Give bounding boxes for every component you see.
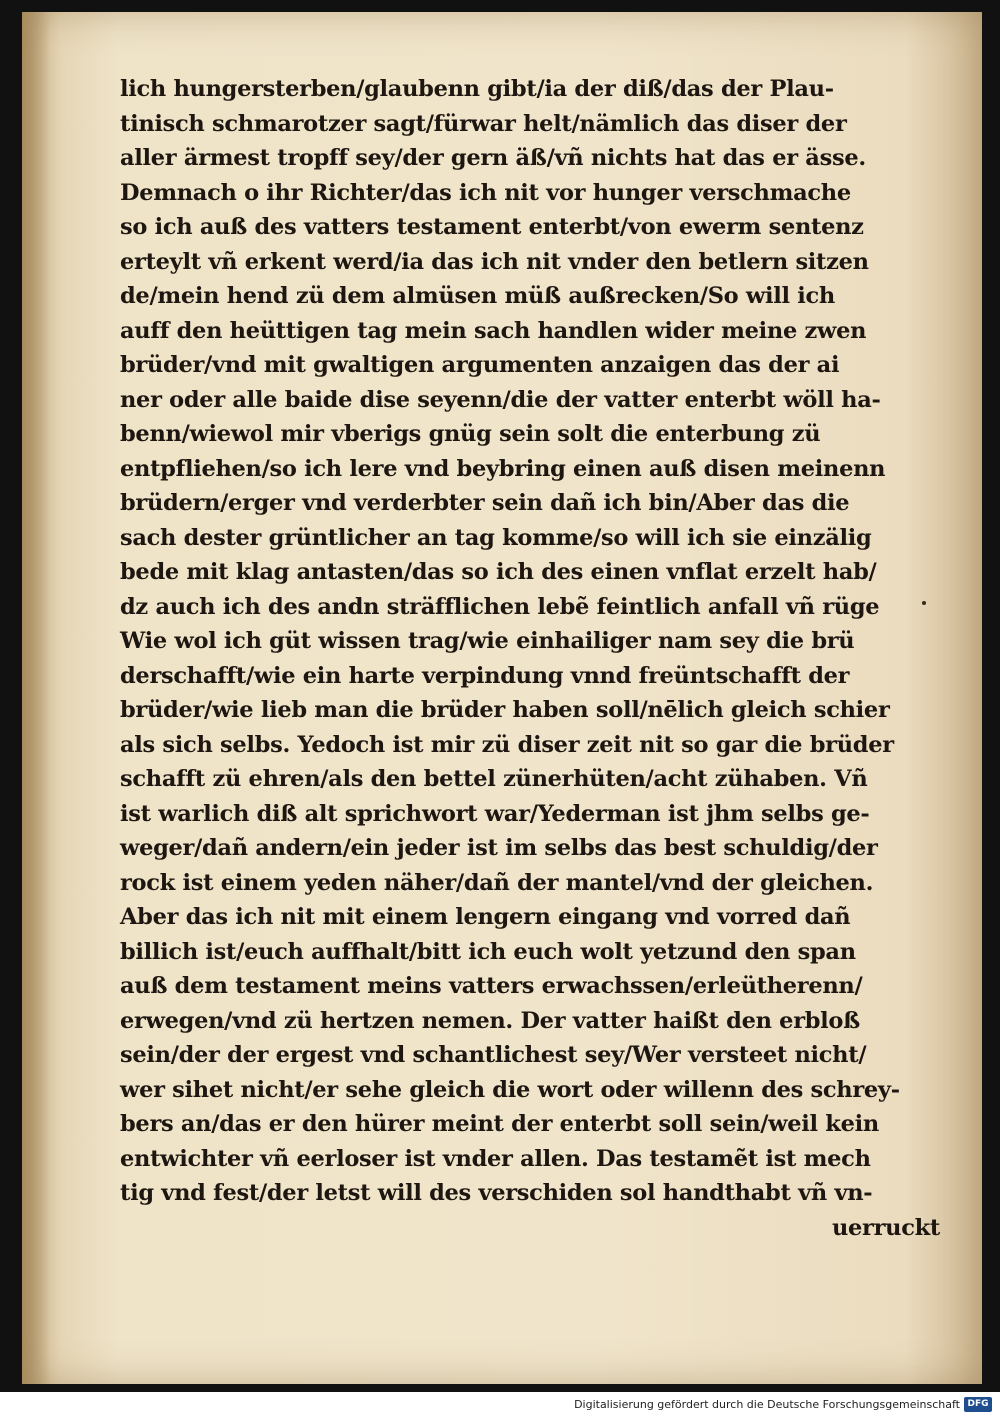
text-line: brüder/vnd mit gwaltigen argumenten anzaigen das der ai (120, 352, 840, 378)
text-line: ner oder alle baide dise seyenn/die der vatter enterbt wöll ha- (120, 386, 881, 413)
text-line: erteylt vñ erkent werd/ia das ich nit vnder den betlern sitzen (120, 248, 869, 275)
text-line: Wie wol ich güt wissen trag/wie einhailiger nam sey die brü (120, 628, 855, 654)
text-line: entwichter vñ eerloser ist vnder allen. Das testamẽt ist mech (120, 1145, 871, 1172)
text-line: weger/dañ andern/ein jeder ist im selbs das best schuldig/der (120, 835, 878, 861)
page-text-block (120, 72, 940, 1245)
text-line: auff den heüttigen tag mein sach handlen wider meine zwen (120, 317, 867, 344)
text-line: bers an/das er den hürer meint der enterbt soll sein/weil kein (120, 1111, 879, 1137)
text-line: billich ist/euch auffhalt/bitt ich euch wolt yetzund den span (120, 938, 856, 965)
text-line: als sich selbs. Yedoch ist mir zü diser zeit nit so gar die brüder (120, 731, 894, 758)
text-line: sein/der der ergest vnd schantlichest sey/Wer versteet nicht/ (120, 1042, 867, 1068)
text-line: aller ärmest tropff sey/der gern äß/vñ nichts hat das er ässe. (120, 145, 866, 171)
page-gutter-shadow (22, 12, 50, 1384)
text-line: tinisch schmarotzer sagt/fürwar helt/nämlich das diser der (120, 110, 847, 137)
text-line: entpfliehen/so ich lere vnd beybring einen auß disen meinenn (120, 455, 886, 482)
text-line: lich hungersterben/glaubenn gibt/ia der diß/das der Plau- (120, 76, 834, 102)
catchword: uerruckt (831, 1214, 940, 1241)
text-line: dz auch ich des andn sträfflichen lebẽ feintlich anfall vñ rüge (120, 593, 880, 620)
text-line: auß dem testament meins vatters erwachssen/erleütherenn/ (120, 973, 863, 999)
text-line: ist warlich diß alt sprichwort war/Yederman ist jhm selbs ge- (120, 800, 870, 827)
dfg-logo-icon: DFG (964, 1397, 992, 1412)
text-line: tig vnd fest/der letst will des verschiden sol handthabt vñ vn- (120, 1180, 873, 1206)
text-line: benn/wiewol mir vberigs gnüg sein solt die enterbung zü (120, 421, 821, 447)
text-line: brüder/wie lieb man die brüder haben soll/nēlich gleich schier (120, 697, 890, 723)
text-line: derschafft/wie ein harte verpindung vnnd freüntschafft der (120, 662, 850, 689)
text-line: brüdern/erger vnd verderbter sein dañ ich bin/Aber das die (120, 490, 850, 516)
funding-credit: Digitalisierung gefördert durch die Deutsche Forschungsgemeinschaft (574, 1398, 960, 1411)
text-line: de/mein hend zü dem almüsen müß außrecken/So will ich (120, 283, 835, 309)
margin-mark (922, 601, 926, 605)
text-line: so ich auß des vatters testament enterbt/von ewerm sentenz (120, 214, 864, 240)
footer-bar (0, 1393, 1000, 1417)
text-line: rock ist einem yeden näher/dañ der mantel/vnd der gleichen. (120, 869, 874, 896)
text-line: Demnach o ihr Richter/das ich nit vor hunger verschmache (120, 179, 851, 206)
text-line: schafft zü ehren/als den bettel zünerhüten/acht zühaben. Vñ (120, 766, 868, 792)
text-line: wer sihet nicht/er sehe gleich die wort oder willenn des schrey- (120, 1076, 900, 1103)
text-line: bede mit klag antasten/das so ich des einen vnflat erzelt hab/ (120, 559, 877, 585)
text-line: sach dester grüntlicher an tag komme/so will ich sie einzälig (120, 524, 872, 551)
text-line: erwegen/vnd zü hertzen nemen. Der vatter haißt den erbloß (120, 1007, 860, 1034)
text-line: Aber das ich nit mit einem lengern eingang vnd vorred dañ (120, 904, 851, 930)
